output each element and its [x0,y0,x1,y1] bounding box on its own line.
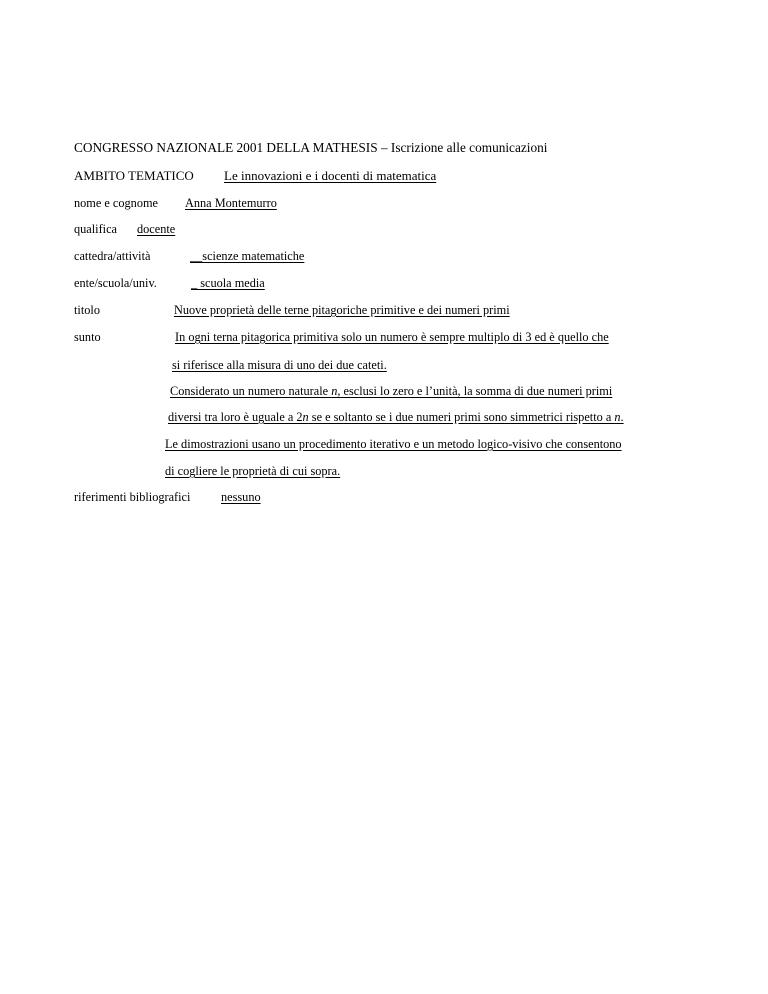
nome-value: Anna Montemurro [185,196,277,210]
variable-n: n, [331,384,341,398]
sunto-line-4-text-a: diversi tra loro è uguale a 2 [168,410,303,424]
nome-label: nome e cognome [74,196,159,210]
sunto-label: sunto [74,330,101,344]
ente-value: _ scuola media [191,276,265,290]
variable-n: n [614,410,621,424]
sunto-line-4 [168,411,624,423]
riferimenti-label: riferimenti bibliografici [74,490,191,504]
ambito-label: AMBITO TEMATICO [74,168,194,183]
ente-label: ente/scuola/univ. [74,276,157,290]
cattedra-value: __scienze matematiche [190,249,305,263]
cattedra-label: cattedra/attività [74,249,151,263]
sunto-line-6: di cogliere le proprietà di cui sopra. [165,464,341,478]
sunto-line-4-end: . [620,410,624,424]
sunto-line-3 [170,385,612,397]
ambito-value: Le innovazioni e i docenti di matematica [224,168,437,183]
variable-n: n [302,410,309,424]
sunto-line-3-text-a: Considerato un numero naturale [170,384,332,398]
document-header: CONGRESSO NAZIONALE 2001 DELLA MATHESIS – Iscrizione alle comunicazioni [74,140,548,155]
titolo-value: Nuove proprietà delle terne pitagoriche primitive e dei numeri primi [174,303,510,317]
qualifica-label: qualifica [74,222,118,236]
sunto-line-5: Le dimostrazioni usano un procedimento iterativo e un metodo logico-visivo che consentono [165,437,622,451]
qualifica-value: docente [137,222,176,236]
sunto-line-2: si riferisce alla misura di uno dei due cateti. [172,358,387,372]
riferimenti-value: nessuno [221,490,261,504]
sunto-line-1: In ogni terna pitagorica primitiva solo un numero è sempre multiplo di 3 ed è quello che [175,330,609,344]
titolo-label: titolo [74,303,100,317]
sunto-line-4-text-b: se e soltanto se i due numeri primi sono simmetrici rispetto a [308,410,615,424]
sunto-line-3-text-b: esclusi lo zero e l’unità, la somma di due numeri primi [340,384,613,398]
